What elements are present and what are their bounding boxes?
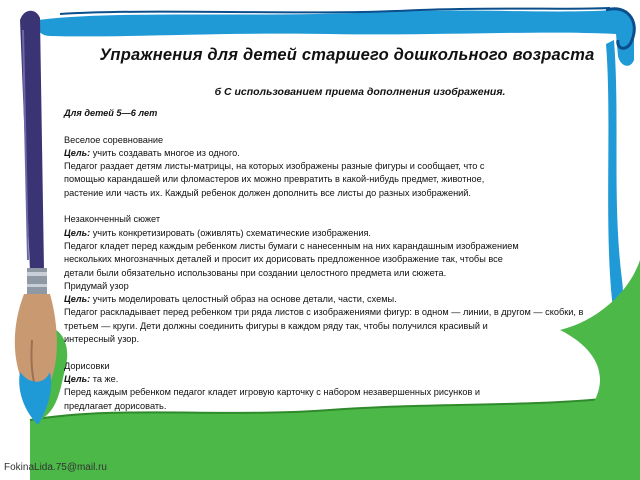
author-email: FokinaLida.75@mail.ru <box>4 462 107 473</box>
exercise-text-line: предлагает дорисовать. <box>64 400 167 411</box>
exercise-goal <box>64 147 594 160</box>
goal-label: Цель: <box>64 147 91 158</box>
exercise-text-line: третьем — круги. Дети должны соединить фигуры в каждом ряду так, чтобы получился красивый и <box>64 320 488 331</box>
section-subtitle: б С использованием приема дополнения изображения. <box>214 86 506 98</box>
goal-label: Цель: <box>64 373 91 384</box>
exercise-text-line: помощью карандашей или фломастеров их можно превратить в какой-нибудь предмет, животное, <box>64 174 485 185</box>
exercise-text-line: нескольких многозначных деталей и просит их дорисовать предложенное изображение так, чтобы все <box>64 254 503 265</box>
page-title: Упражнения для детей старшего дошкольного возраста <box>99 46 595 64</box>
goal-text: учить моделировать целостный образ на основе детали, части, схемы. <box>90 294 397 305</box>
exercise-block <box>64 360 594 413</box>
exercise-text-line: Перед каждым ребенком педагог кладет игровую карточку с набором незавершенных рисунков и <box>64 387 481 398</box>
exercise-goal <box>64 373 594 386</box>
goal-text: учить создавать многое из одного. <box>90 147 240 158</box>
exercise-name: Придумай узор <box>64 280 129 291</box>
exercise-text-line: интересный узор. <box>64 334 140 345</box>
exercise-name: Веселое соревнование <box>64 134 164 145</box>
exercise-name: Незаконченный сюжет <box>64 214 161 225</box>
goal-label: Цель: <box>64 294 91 305</box>
age-group-heading: Для детей 5—6 лет <box>64 108 158 118</box>
exercise-goal <box>64 293 594 306</box>
exercise-text-line: детали были обязательно использованы при создании целостного предмета или сюжета. <box>64 267 447 278</box>
exercise-list <box>64 107 594 413</box>
paintbrush-icon <box>15 11 57 425</box>
goal-label: Цель: <box>64 227 91 238</box>
exercise-block <box>64 213 594 279</box>
exercise-text-line: растение или часть их. Каждый ребенок должен дополнить все листы до разных изображений. <box>64 187 471 198</box>
goal-text: та же. <box>90 373 119 384</box>
exercise-text-line: Педагог кладет перед каждым ребенком листы бумаги с нанесенным на них карандашным изображением <box>64 240 519 251</box>
exercise-goal <box>64 227 594 240</box>
exercise-name: Дорисовки <box>64 360 110 371</box>
exercise-block <box>64 134 594 200</box>
goal-text: учить конкретизировать (оживлять) схематические изображения. <box>90 227 371 238</box>
exercise-text-line: Педагог раздает детям листы-матрицы, на которых изображены разные фигуры и сообщает, что с <box>64 161 485 172</box>
exercise-block <box>64 280 594 346</box>
exercise-text-line: Педагог раскладывает перед ребенком три ряда листов с изображениями фигур: в одном — линии, в другом — скобки, в <box>64 307 584 318</box>
